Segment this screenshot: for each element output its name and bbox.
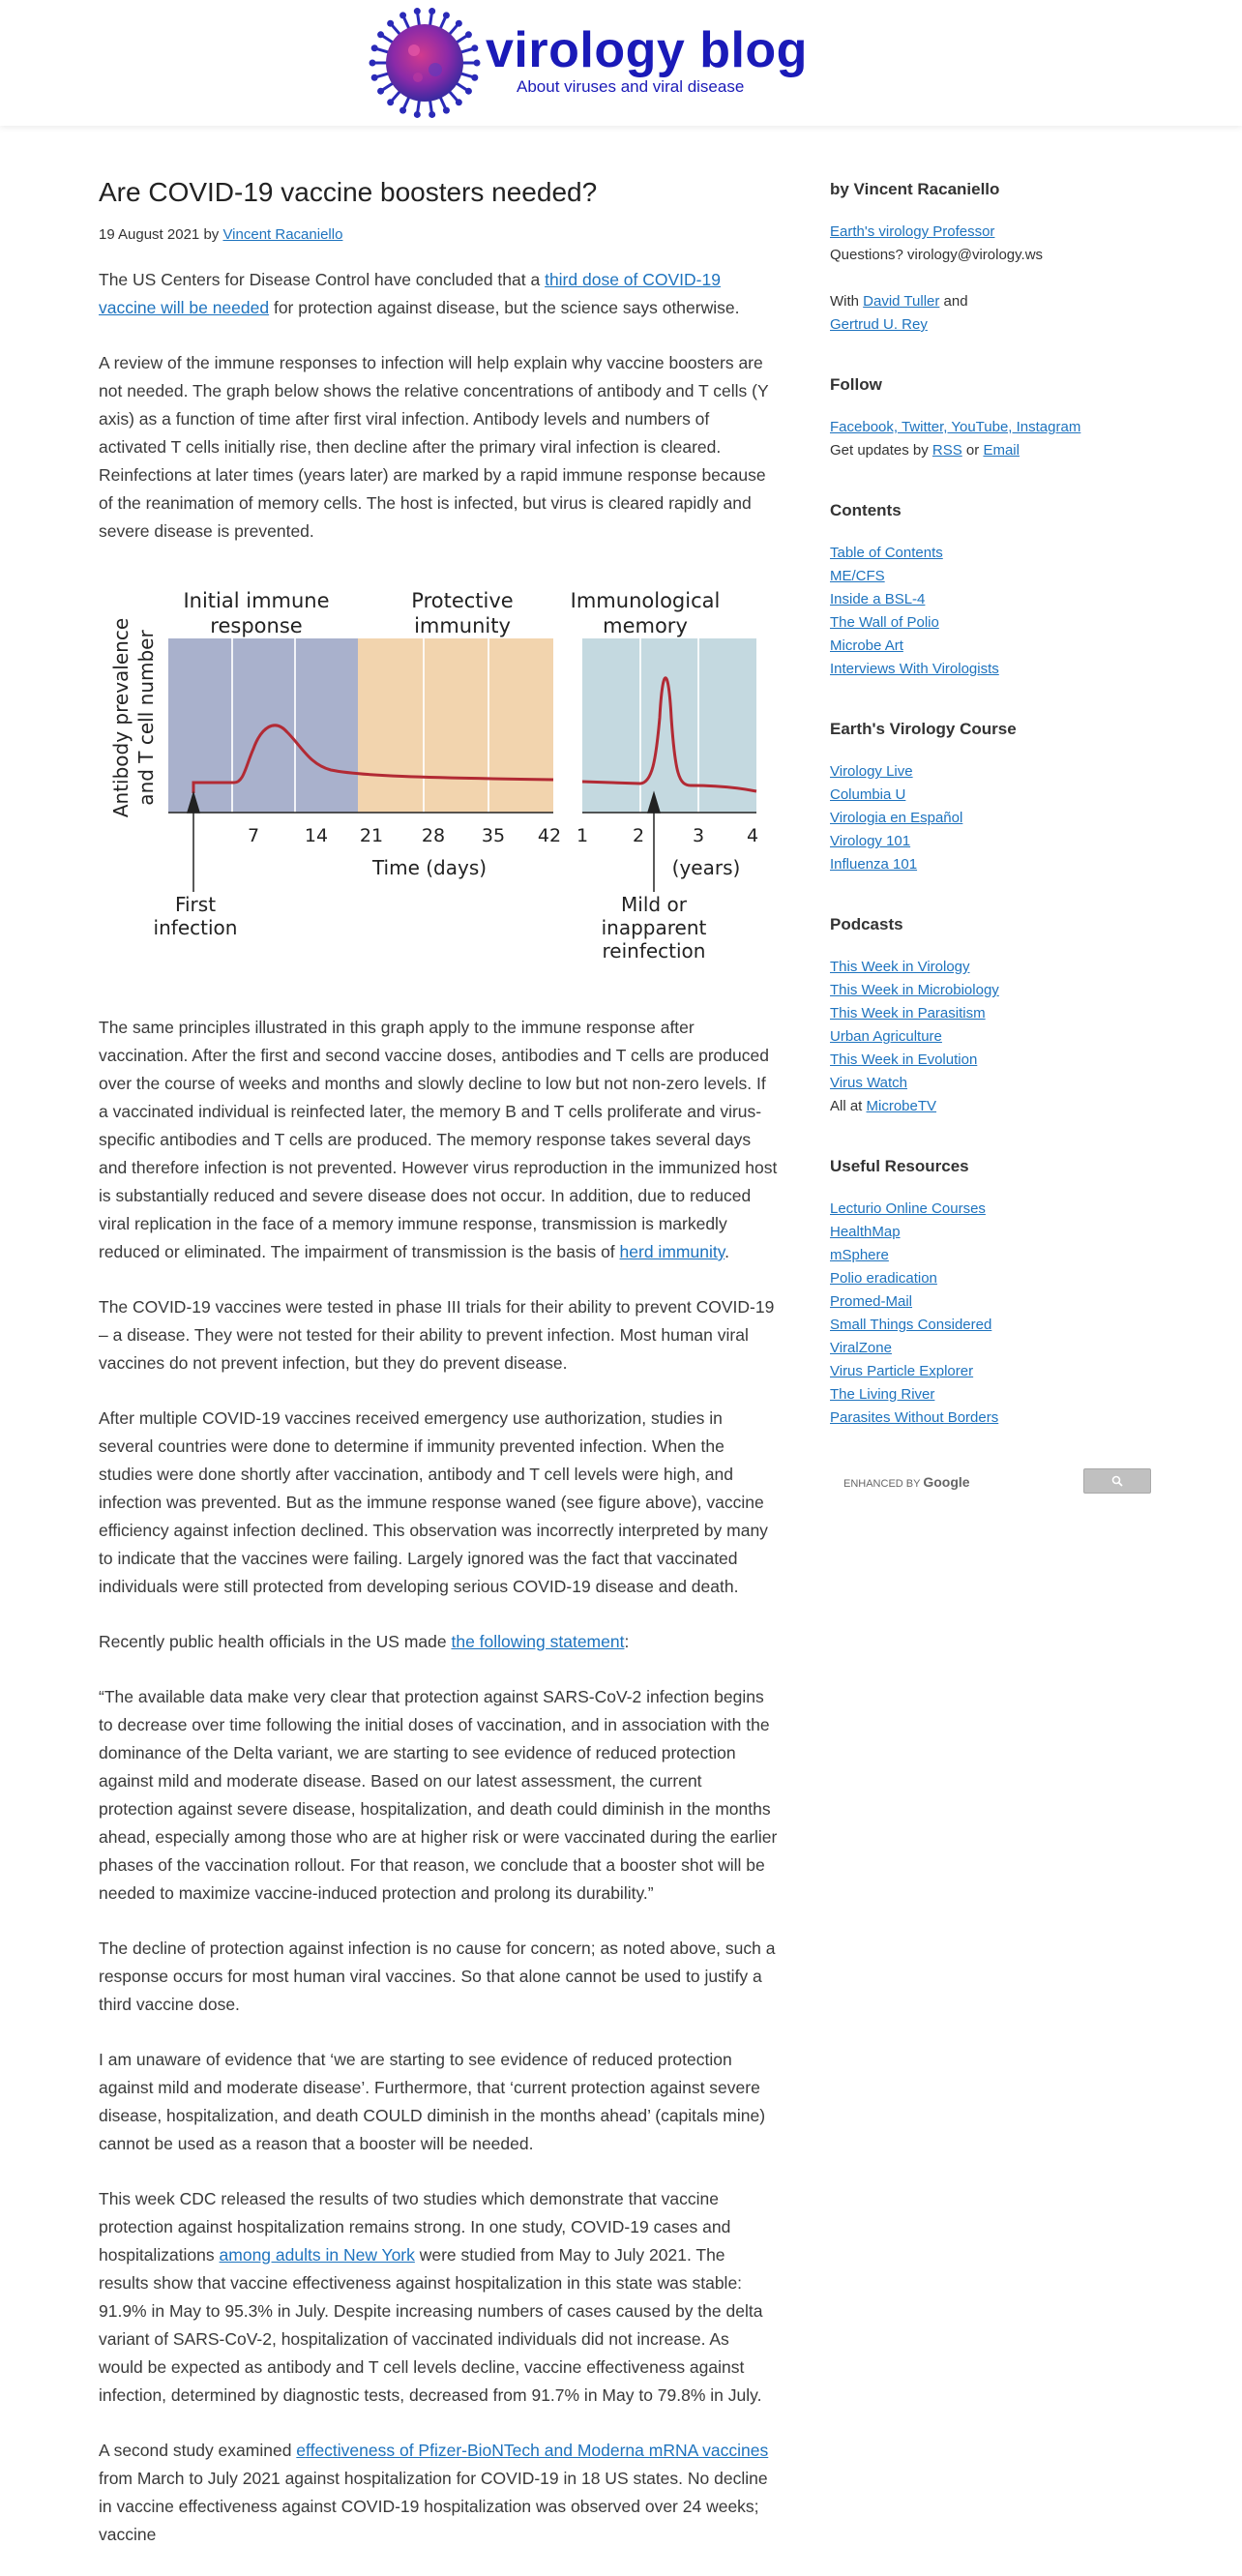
follow-widget: Follow Facebook, Twitter, YouTube, Instagram Get updates by RSS or Email <box>830 375 1149 462</box>
course-link[interactable]: Virology Live <box>830 763 913 780</box>
about-widget: by Vincent Racaniello Earth's virology Professor Questions? virology@virology.ws With David Tuller and Gertrud U. Rey <box>830 180 1149 337</box>
protective-immunity-panel <box>358 638 553 813</box>
list-item <box>830 635 1149 658</box>
resources-title: Useful Resources <box>830 1157 969 1175</box>
virology-professor-link[interactable]: Earth's virology Professor <box>830 223 995 240</box>
podcast-link[interactable]: This Week in Parasitism <box>830 1005 986 1022</box>
site-title: virology blog <box>486 22 808 78</box>
initial-response-panel <box>168 638 358 813</box>
contents-link[interactable]: Interviews With Virologists <box>830 661 999 677</box>
x-tick: 2 <box>632 825 645 846</box>
resource-link[interactable]: ViralZone <box>830 1340 892 1356</box>
david-tuller-link[interactable]: David Tuller <box>863 293 940 310</box>
site-logo[interactable] <box>368 6 808 120</box>
paragraph: This week CDC released the results of two studies which demonstrate that vaccine protection against hospitalization remains strong. In one study, COVID-19 cases and hospitalizations among adults in New York were studied from May to July 2021. The results show that vaccine effectiveness against hospitalization in this state was stable: 91.9% in May to 95.3% in July. Despite increasing numbers of cases caused by the delta variant of SARS-CoV-2, hospitalization of vaccinated individuals did not increase. As would be expected as antibody and T cell levels decline, vaccine effectiveness against infection, determined by diagnostic tests, decreased from 91.7% in May to 79.8% in July. <box>99 2189 763 2405</box>
y-axis-label-2: and T cell number <box>134 630 158 806</box>
resource-link[interactable]: Virus Particle Explorer <box>830 1363 974 1379</box>
phase-initial-label: Initial immune <box>183 589 330 612</box>
list-item <box>830 956 1149 979</box>
x-tick: 21 <box>359 825 384 846</box>
first-infection-label-2: infection <box>153 916 238 939</box>
list-item <box>830 1002 1149 1025</box>
list-item <box>830 1267 1149 1290</box>
herd-immunity-link[interactable]: herd immunity <box>619 1242 725 1261</box>
rss-link[interactable]: RSS <box>932 442 962 459</box>
list-item <box>830 1049 1149 1072</box>
paragraph: A second study examined effectiveness of Pfizer-BioNTech and Moderna mRNA vaccines from March to July 2021 against hospitalization for COVID-19 in 18 US states. No decline in vaccine effectiveness against COVID-19 hospitalization was observed over 24 weeks; vaccine <box>99 2441 769 2544</box>
phase-protective-label-2: immunity <box>414 614 511 637</box>
main-content <box>99 174 778 2576</box>
course-link[interactable]: Columbia U <box>830 786 906 803</box>
list-item <box>830 1406 1149 1430</box>
email-link[interactable]: Email <box>983 442 1020 459</box>
list-item <box>830 784 1149 807</box>
third-dose-link[interactable]: third dose of COVID-19 vaccine will be needed <box>99 270 721 317</box>
search-button[interactable] <box>1083 1468 1151 1494</box>
resource-link[interactable]: Promed-Mail <box>830 1293 913 1310</box>
post-body <box>99 266 778 2549</box>
list-item <box>830 1025 1149 1049</box>
list-item <box>830 1337 1149 1360</box>
list-item <box>830 1314 1149 1337</box>
course-link[interactable]: Influenza 101 <box>830 856 918 873</box>
reinfection-label-3: reinfection <box>602 939 706 962</box>
list-item <box>830 1244 1149 1267</box>
course-widget <box>830 720 1149 876</box>
y-axis-label: Antibody prevalence <box>109 617 133 818</box>
list-item <box>830 1290 1149 1314</box>
resource-link[interactable]: Polio eradication <box>830 1270 937 1287</box>
quote-paragraph: “The available data make very clear that protection against SARS-CoV-2 infection begins to decrease over time following the initial doses of vaccination, and in association with the dominance of the Delta variant, we are starting to see evidence of reduced protection against mild and moderate disease. Based on our latest assessment, the current protection against severe disease, hospitalization, and death could diminish in the months ahead, especially among those who are at higher risk or were vaccinated during the earlier phases of the vaccination rollout. For that reason, we conclude that a booster shot will be needed to maximize vaccine-induced protection and prolong its durability.” <box>99 1687 778 1903</box>
reinfection-label-2: inapparent <box>601 916 707 939</box>
x-tick: 28 <box>421 825 446 846</box>
x-tick: 3 <box>692 825 705 846</box>
post-date: 19 August 2021 <box>99 226 200 243</box>
contents-widget <box>830 501 1149 681</box>
contents-link[interactable]: Microbe Art <box>830 637 903 654</box>
x-tick: 1 <box>576 825 589 846</box>
about-title: by Vincent Racaniello <box>830 180 1000 198</box>
paragraph: A review of the immune responses to infection will help explain why vaccine boosters are not needed. The graph below shows the relative concentrations of antibody and T cells (Y axis) as a function of time after first viral infection. Antibody levels and numbers of activated T cells initially rise, then decline after the primary viral infection is cleared. Reinfections at later times (years later) are marked by a rapid immune response because of the reanimation of memory cells. The host is infected, but virus is cleared rapidly and severe disease is prevented. <box>99 353 769 541</box>
list-item <box>830 565 1149 588</box>
paragraph: The US Centers for Disease Control have concluded that a third dose of COVID-19 vaccine will be needed for protection against disease, but the science says otherwise. <box>99 270 740 317</box>
resource-link[interactable]: Parasites Without Borders <box>830 1409 999 1426</box>
x-tick: 7 <box>247 825 260 846</box>
list-item <box>830 807 1149 830</box>
list-item <box>830 1072 1149 1095</box>
paragraph: After multiple COVID-19 vaccines received emergency use authorization, studies in several countries were done to determine if immunity prevented infection. When the studies were done shortly after vaccination, antibody and T cell levels were high, and infection was prevented. But as the immune response waned (see figure above), vaccine efficiency against infection declined. This observation was incorrectly interpreted by many to indicate that the vaccines were failing. Largely ignored was the fact that vaccinated individuals were still protected from developing serious COVID-19 disease and death. <box>99 1408 768 1596</box>
list-item <box>830 588 1149 611</box>
list-item <box>830 1360 1149 1383</box>
list-item <box>830 830 1149 853</box>
x-axis-label-years: (years) <box>671 856 741 879</box>
x-tick: 35 <box>481 825 506 846</box>
resources-widget <box>830 1157 1149 1430</box>
site-tagline: About viruses and viral disease <box>517 77 745 96</box>
phase-protective-label: Protective <box>411 589 514 612</box>
follow-title: Follow <box>830 375 882 394</box>
mrna-effectiveness-link[interactable]: effectiveness of Pfizer-BioNTech and Moderna mRNA vaccines <box>296 2441 769 2460</box>
podcast-link[interactable]: Virus Watch <box>830 1075 908 1091</box>
post-meta <box>99 226 778 243</box>
paragraph: Recently public health officials in the US made the following statement: <box>99 1632 630 1651</box>
social-links[interactable]: Facebook, Twitter, YouTube, Instagram <box>830 419 1081 435</box>
resource-link[interactable]: Lecturio Online Courses <box>830 1200 986 1217</box>
podcast-link[interactable]: This Week in Evolution <box>830 1051 978 1068</box>
paragraph: I am unaware of evidence that ‘we are starting to see evidence of reduced protection against mild and moderate disease’. Furthermore, that ‘current protection against severe disease, hospitalization, and death COULD diminish in the months ahead’ (capitals mine) cannot be used as a reason that a booster will be needed. <box>99 2050 766 2153</box>
sidebar <box>830 180 1149 1497</box>
site-header <box>0 0 1242 126</box>
phase-memory-label-2: memory <box>603 614 688 637</box>
contents-link[interactable]: ME/CFS <box>830 568 885 584</box>
list-item <box>830 542 1149 565</box>
x-axis-label-days: Time (days) <box>371 856 488 879</box>
x-tick: 42 <box>537 825 562 846</box>
list-item <box>830 1198 1149 1221</box>
course-link[interactable]: Virologia en Español <box>830 810 963 826</box>
contents-link[interactable]: Inside a BSL-4 <box>830 591 926 607</box>
contents-link[interactable]: The Wall of Polio <box>830 614 939 631</box>
gertrud-rey-link[interactable]: Gertrud U. Rey <box>830 316 928 333</box>
questions-text: Questions? virology@virology.ws <box>830 247 1044 263</box>
podcast-link[interactable]: Urban Agriculture <box>830 1028 942 1045</box>
list-item <box>830 611 1149 635</box>
microbetv-link[interactable]: MicrobeTV <box>866 1098 937 1114</box>
first-infection-label: First <box>174 893 217 916</box>
paragraph: The decline of protection against infection is no cause for concern; as noted above, such a response occurs for most human viral vaccines. So that alone cannot be used to justify a third vaccine dose. <box>99 1939 776 2014</box>
contents-title: Contents <box>830 501 902 519</box>
course-link[interactable]: Virology 101 <box>830 833 911 849</box>
list-item <box>830 658 1149 681</box>
list-item <box>830 1383 1149 1406</box>
search-icon <box>1111 1475 1123 1487</box>
x-tick: 14 <box>304 825 329 846</box>
search-branding: ENHANCED BY Google <box>843 1474 970 1490</box>
statement-link[interactable]: the following statement <box>451 1632 625 1651</box>
resource-link[interactable]: The Living River <box>830 1386 935 1403</box>
phase-memory-label: Immunological <box>570 589 721 612</box>
immune-response-figure <box>99 573 778 989</box>
new-york-study-link[interactable]: among adults in New York <box>219 2245 415 2265</box>
resource-link[interactable]: Small Things Considered <box>830 1317 992 1333</box>
post-title: Are COVID-19 vaccine boosters needed? <box>99 177 598 207</box>
list-item <box>830 1221 1149 1244</box>
google-search <box>836 1468 1147 1497</box>
paragraph: The same principles illustrated in this graph apply to the immune response after vaccination. After the first and second vaccine doses, antibodies and T cells are produced over the course of weeks and months and slowly decline to low but not non-zero levels. If a vaccinated individual is reinfected later, the memory B and T cells proliferate and virus-specific antibodies and T cells are produced. The memory response takes several days and therefore infection is not prevented. However virus reproduction in the immunized host is substantially reduced and severe disease does not occur. In addition, due to reduced viral replication in the face of a memory immune response, transmission is markedly reduced or eliminated. The impairment of transmission is the basis of herd immunity. <box>99 1018 778 1261</box>
course-title: Earth's Virology Course <box>830 720 1017 738</box>
list-item <box>830 853 1149 876</box>
resource-link[interactable]: mSphere <box>830 1247 889 1263</box>
podcast-link[interactable]: This Week in Microbiology <box>830 982 999 998</box>
podcasts-widget: Podcasts This Week in Virology This Week in Microbiology This Week in Parasitism Urban Agriculture This Week in Evolution Virus Watch All at MicrobeTV <box>830 915 1149 1118</box>
list-item <box>830 760 1149 784</box>
phase-initial-label-2: response <box>210 614 303 637</box>
virus-logo-icon <box>368 6 482 120</box>
list-item <box>830 979 1149 1002</box>
author-link[interactable]: Vincent Racaniello <box>222 226 343 243</box>
reinfection-label: Mild or <box>621 893 687 916</box>
podcasts-title: Podcasts <box>830 915 903 933</box>
paragraph: The COVID-19 vaccines were tested in phase III trials for their ability to prevent COVID-19 – a disease. They were not tested for their ability to prevent infection. Most human viral vaccines do not prevent infection, but they do prevent disease. <box>99 1297 775 1373</box>
contents-link[interactable]: Table of Contents <box>830 545 943 561</box>
podcast-link[interactable]: This Week in Virology <box>830 959 970 975</box>
post-by: by <box>203 226 220 243</box>
resource-link[interactable]: HealthMap <box>830 1224 901 1240</box>
x-tick: 4 <box>746 825 759 846</box>
